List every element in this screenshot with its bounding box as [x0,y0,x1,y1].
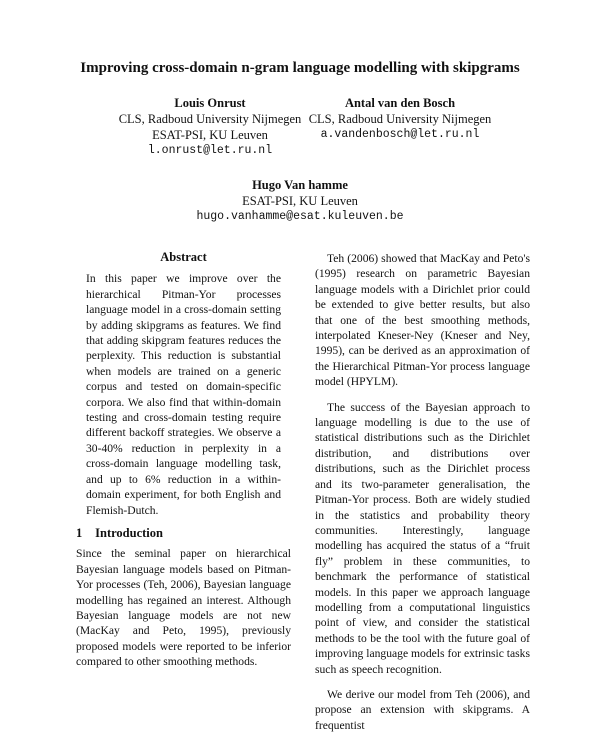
author-email[interactable]: l.onrust@let.ru.nl [147,144,273,157]
author-name: Louis Onrust [174,96,246,110]
author-email[interactable]: a.vandenbosch@let.ru.nl [320,128,480,141]
right-column [315,251,530,733]
abstract-text: In this paper we improve over the hierarchical Pitman-Yor processes language model in a cross-domain setting by adding skipgrams as features. We find that adding skipgram features reduces the perplexity. This reduction is substantial when models are trained on a generic corpus and tested on domain-specific corpora. We also find that within-domain testing and cross-domain testing require different backoff strategies. We observe a 30-40% reduction in perplexity in a cross-domain language modelling task, and up to 6% reduction in a within-domain experiment, for both English and Flemish-Dutch. [86,272,281,517]
author-affiliation: CLS, Radboud University Nijmegen [118,112,302,126]
body-paragraph: Teh (2006) showed that MacKay and Peto's (1995) research on parametric Bayesian language models with a Dirichlet prior could be extended to give better results, but also that one of the best smoothing methods, interpolated Kneser-Ney (Kneser and Ney, 1995), can be derived as an approximation of the Hierarchical Pitman-Yor process language model (HPYLM). [315,252,530,389]
intro-paragraph: Since the seminal paper on hierarchical Bayesian language models based on Pitman-Yor processes (Teh, 2006), Bayesian language modelling has regained an interest. Although Bayesian language models are not new (MacKay and Peto, 1995), previously proposed models were reported to be inferior compared to other smoothing methods. [76,547,291,669]
body-paragraph: We derive our model from Teh (2006), and propose an extension with skipgrams. A frequentist [315,687,530,732]
author-affiliation: ESAT-PSI, KU Leuven [242,194,358,208]
section-heading-introduction [76,526,291,541]
author-name: Antal van den Bosch [344,96,456,110]
left-column [76,250,291,670]
body-paragraph: The success of the Bayesian approach to language modelling is due to the use of statistical distributions such as the Dirichlet distribution, and distributions over distributions, such as the Dirichlet process and its two-parameter generalisation, the Pitman-Yor process. Both are widely studied in the statistics and probability theory communities. Interestingly, language modelling has acquired the status of a “fruit fly” problem in these communities, to benchmark the performance of statistical models. In this paper we approach language modelling from a computational linguistics point of view, and consider the statistical methods to be the tool with the future goal of improving language models for extrinsic tasks such as speech recognition. [315,400,530,676]
author-block-3 [180,177,420,225]
section-number: 1 [76,525,83,540]
author-affiliation: ESAT-PSI, KU Leuven [152,128,268,142]
abstract-heading: Abstract [160,250,207,264]
section-title: Introduction [95,525,163,540]
author-affiliation: CLS, Radboud University Nijmegen [308,112,492,126]
author-block-1 [110,95,310,159]
paper-title: Improving cross-domain n-gram language modelling with skipgrams [80,60,520,76]
author-email[interactable]: hugo.vanhamme@esat.kuleuven.be [196,210,404,223]
author-name: Hugo Van hamme [252,178,348,192]
author-block-2 [300,95,500,143]
